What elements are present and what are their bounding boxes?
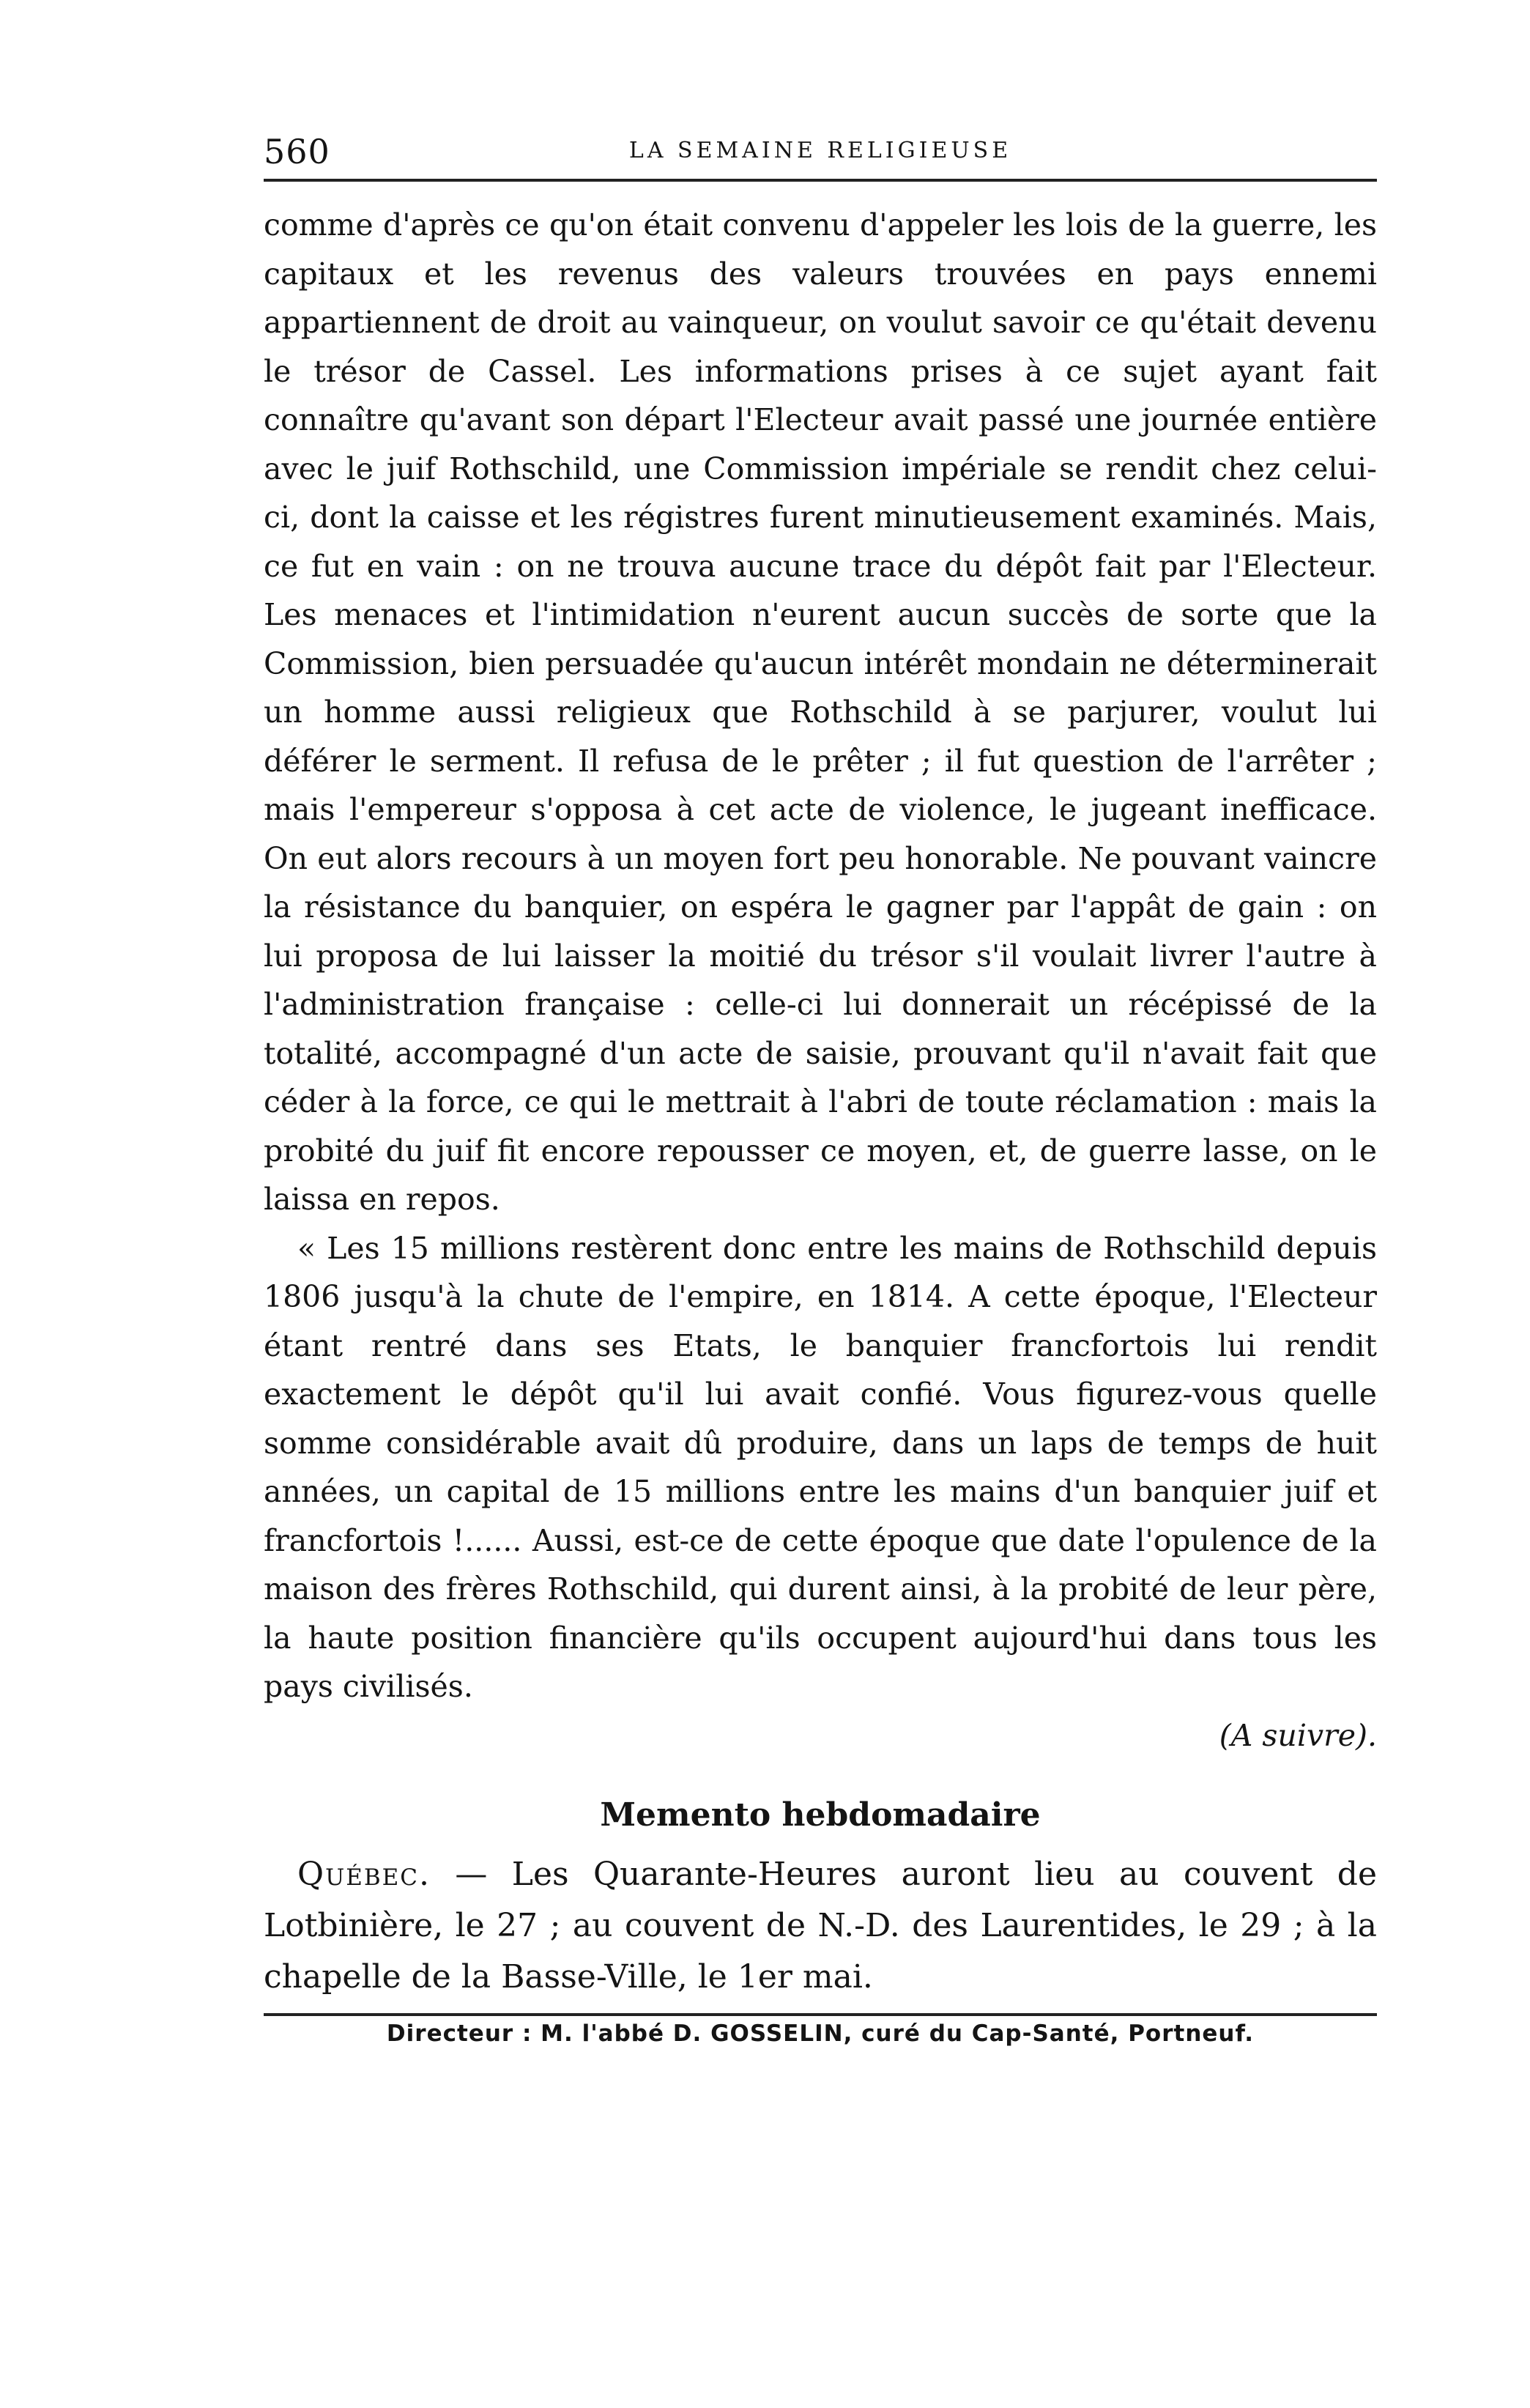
memento-place: Québec. — [297, 1856, 431, 1893]
newspaper-page — [264, 132, 1377, 2047]
article-body — [264, 201, 1377, 1760]
memento-title: Memento hebdomadaire — [600, 1796, 1041, 1834]
page-number: 560 — [264, 132, 330, 171]
continued-note-line — [264, 1711, 1377, 1760]
running-title: LA SEMAINE RELIGIEUSE — [628, 138, 1012, 163]
footer-rule — [264, 2013, 1377, 2016]
continued-note: (A suivre). — [1219, 1717, 1377, 1753]
page-header — [264, 132, 1377, 182]
memento-paragraph — [264, 1849, 1377, 2003]
article-paragraph-1: comme d'après ce qu'on était convenu d'appeler les lois de la guerre, les capitaux et les revenus des valeurs trouvées en pays ennemi appartiennent de droit au vainqueur, on voulut savoir ce qu'était devenu le trésor de Cassel. Les informations prises à ce sujet ayant fait connaître qu'avant son départ l'Electeur avait passé une journée entière avec le juif Rothschild, une Commission impériale se rendit chez celui-ci, dont la caisse et les régistres furent minutieusement examinés. Mais, ce fut en vain : on ne trouva aucune trace du dépôt fait par l'Electeur. Les menaces et l'intimidation n'eurent aucun succès de sorte que la Commission, bien persuadée qu'aucun intérêt mondain ne déterminerait un homme aussi religieux que Rothschild à se parjurer, voulut lui déférer le serment. Il refusa de le prêter ; il fut question de l'arrêter ; mais l'empereur s'opposa à cet acte de violence, le jugeant inefficace. On eut alors recours à un moyen fort peu honorable. Ne pouvant vaincre la résistance du banquier, on espéra le gagner par l'appât de gain : on lui proposa de lui laisser la moitié du trésor s'il voulait livrer l'autre à l'administration française : celle-ci lui donnerait un récépissé de la totalité, accompagné d'un acte de saisie, prouvant qu'il n'avait fait que céder à la force, ce qui le mettrait à l'abri de toute réclamation : mais la probité du juif fit encore repousser ce moyen, et, de guerre lasse, on le laissa en repos. — [264, 207, 1377, 1217]
memento-text: — Les Quarante-Heures auront lieu au couvent de Lotbinière, le 27 ; au couvent de N.-D. des Laurentides, le 29 ; à la chapelle de la Basse-Ville, le 1er mai. — [264, 1856, 1377, 1996]
director-line: Directeur : M. l'abbé D. GOSSELIN, curé du Cap-Santé, Portneuf. — [386, 2020, 1255, 2047]
article-paragraph-2: « Les 15 millions restèrent donc entre les mains de Rothschild depuis 1806 jusqu'à la chute de l'empire, en 1814. A cette époque, l'Electeur étant rentré dans ses Etats, le banquier francfortois lui rendit exactement le dépôt qu'il lui avait confié. Vous figurez-vous quelle somme considérable avait dû produire, dans un laps de temps de huit années, un capital de 15 millions entre les mains d'un banquier juif et francfortois !...... Aussi, est-ce de cette époque que date l'opulence de la maison des frères Rothschild, qui durent ainsi, à la probité de leur père, la haute position financière qu'ils occupent aujourd'hui dans tous les pays civilisés. — [264, 1230, 1377, 1704]
